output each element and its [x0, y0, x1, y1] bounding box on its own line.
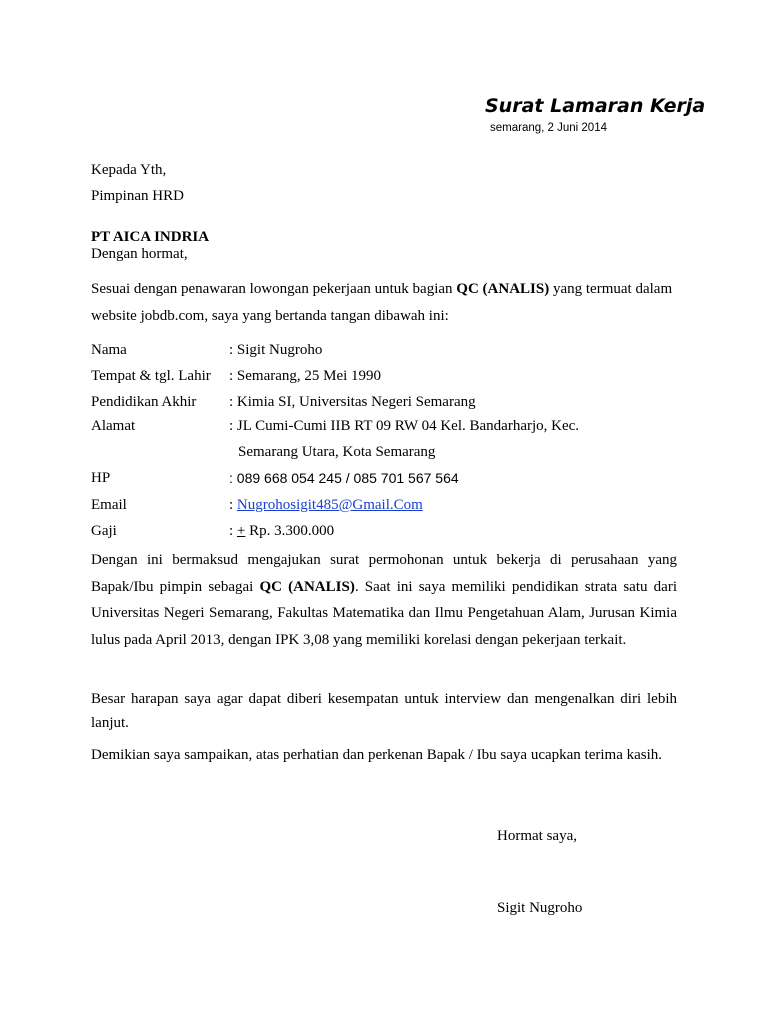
name-label: Nama	[91, 342, 127, 358]
email-row	[229, 497, 423, 514]
education-label: Pendidikan Akhir	[91, 394, 197, 410]
intro-text-1: Sesuai dengan penawaran lowongan pekerjaan untuk bagian	[91, 281, 457, 297]
body-paragraph-3: Demikian saya sampaikan, atas perhatian dan perkenan Bapak / Ibu saya ucapkan terima kasih.	[91, 747, 663, 763]
address-label: Alamat	[91, 418, 136, 434]
greeting-to: Kepada Yth,	[91, 162, 167, 178]
intro-text-2: yang termuat dalam	[549, 281, 673, 297]
salary-plus-minus: +	[236, 523, 246, 539]
intro-line-1	[91, 281, 672, 298]
email-label: Email	[91, 497, 127, 513]
closing-regards: Hormat saya,	[497, 828, 577, 844]
recipient-position: Pimpinan HRD	[91, 188, 184, 204]
body-paragraph-1	[91, 547, 677, 653]
intro-role: QC (ANALIS)	[456, 281, 550, 297]
company-name: PT AICA INDRIA	[91, 229, 210, 245]
phone-value: : 089 668 054 245 / 085 701 567 564	[229, 470, 459, 486]
letter-title: Surat Lamaran Kerja	[485, 95, 706, 117]
phone-label: HP	[91, 470, 111, 486]
birth-value: : Semarang, 25 Mei 1990	[229, 368, 382, 384]
body-p1-text-a: Dengan ini bermaksud mengajukan surat permohonan untuk bekerja di perusahaan yang Bapak/Ibu pimpin sebagai	[91, 552, 677, 595]
salutation: Dengan hormat,	[91, 246, 188, 262]
address-value-line-1: : JL Cumi-Cumi IIB RT 09 RW 04 Kel. Bandarharjo, Kec.	[229, 418, 580, 434]
body-p1-text-b: . Saat ini saya memiliki pendidikan strata satu dari Universitas Negeri Semarang, Fakultas Matematika dan Ilmu Pengetahuan Alam, Jurusan Kimia lulus pada April 2013, dengan IPK 3,08 yang memiliki korelasi dengan pekerjaan terkait.	[91, 578, 677, 648]
intro-line-2: website jobdb.com, saya yang bertanda tangan dibawah ini:	[91, 308, 449, 324]
signer-name: Sigit Nugroho	[497, 900, 583, 916]
name-value: : Sigit Nugroho	[229, 342, 323, 358]
place-date: semarang, 2 Juni 2014	[490, 122, 607, 134]
email-link[interactable]: Nugrohosigit485@Gmail.Com	[236, 497, 423, 513]
body-p1-role: QC (ANALIS)	[259, 578, 355, 595]
salary-row	[229, 523, 334, 540]
salary-value: Rp. 3.300.000	[245, 523, 335, 539]
salary-colon: :	[229, 523, 237, 539]
education-value: : Kimia SI, Universitas Negeri Semarang	[229, 394, 476, 410]
salary-label: Gaji	[91, 523, 117, 539]
birth-label: Tempat & tgl. Lahir	[91, 368, 211, 384]
email-colon: :	[229, 497, 237, 513]
body-paragraph-2: Besar harapan saya agar dapat diberi kesempatan untuk interview dan mengenalkan diri lebih lanjut.	[91, 691, 677, 731]
address-value-line-2: Semarang Utara, Kota Semarang	[238, 444, 436, 460]
